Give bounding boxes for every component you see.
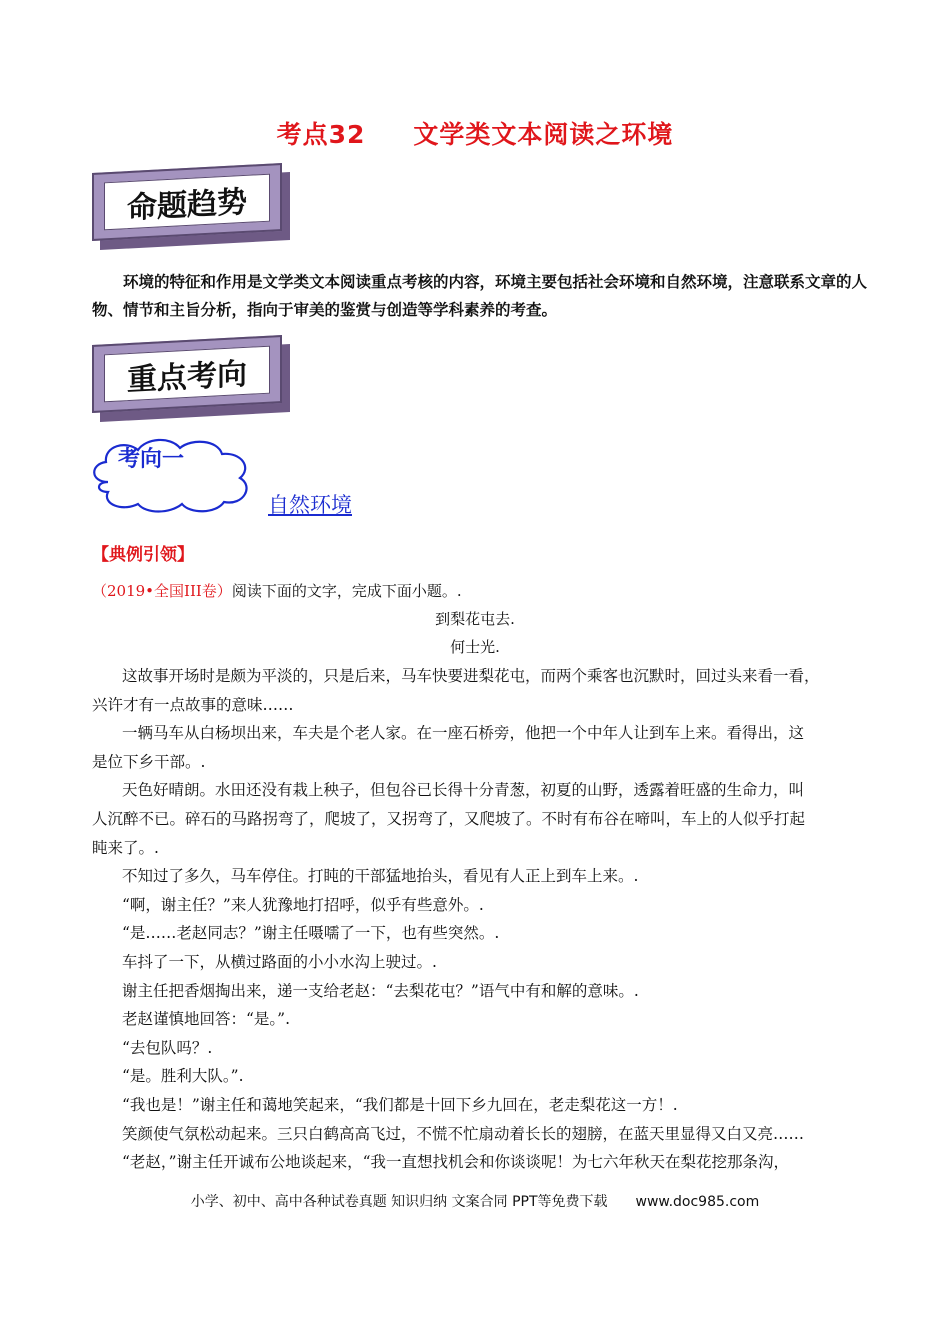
cloud-label: 考向一 <box>118 447 185 472</box>
story-line: 这故事开场时是颇为平淡的，只是后来，马车快要进梨花屯，而两个乘客也沉默时，回过头来看一看， <box>122 667 820 685</box>
story-line: “啊，谢主任？”来人犹豫地打招呼，似乎有些意外。. <box>122 895 484 914</box>
story-line: 笑颜使气氛松动起来。三只白鹤高高飞过，不慌不忙扇动着长长的翅膀，在蓝天里显得又白又亮…… <box>122 1124 805 1143</box>
banner-focus <box>92 340 292 418</box>
story-line: 人沉醉不已。碎石的马路拐弯了，爬坡了，又拐弯了，又爬坡了。不时有布谷在啼叫，车上的人似乎打起 <box>92 809 806 828</box>
section-subtitle-link[interactable]: 自然环境 <box>268 493 352 517</box>
story-line: 不知过了多久，马车停住。打盹的干部猛地抬头，看见有人正上到车上来。. <box>122 867 639 886</box>
story-line: 天色好晴朗。水田还没有栽上秧子，但包谷已长得十分青葱，初夏的山野，透露着旺盛的生命力，叫 <box>122 781 805 800</box>
story-line: “我也是！”谢主任和蔼地笑起来，“我们都是十回下乡九回在，老走梨花这一方！. <box>122 1095 678 1114</box>
source-line <box>92 580 462 601</box>
story-line: 谢主任把香烟掏出来，递一支给老赵：“去梨花屯？”语气中有和解的意味。. <box>122 981 639 1000</box>
banner-trend-label: 命题趋势 <box>127 184 247 227</box>
story-line: 老赵谨慎地回答：“是。”. <box>122 1010 291 1029</box>
title-text: 文学类文本阅读之环境 <box>413 120 674 149</box>
story-line: “是。胜利大队。”. <box>122 1067 244 1086</box>
story-line: “去包队吗？. <box>122 1038 213 1057</box>
footer-text: 小学、初中、高中各种试卷真题 知识归纳 文案合同 PPT等免费下载 www.doc985.com <box>190 1194 760 1210</box>
example-heading: 【典例引领】 <box>92 545 194 565</box>
story-line: 一辆马车从白杨坝出来，车夫是个老人家。在一座石桥旁，他把一个中年人让到车上来。看得出，这 <box>122 724 805 743</box>
source-instruction: 阅读下面的文字，完成下面小题。. <box>231 582 462 600</box>
story-title: 到梨花屯去. <box>435 610 515 628</box>
intro-paragraph: 环境的特征和作用是文学类文本阅读重点考核的内容，环境主要包括社会环境和自然环境，注意联系文章的人物、情节和主旨分析，指向于审美的鉴赏与创造等学科素养的考查。 <box>92 273 868 319</box>
story-line: 是位下乡干部。. <box>92 752 206 771</box>
story-line: “是……老赵同志？”谢主任嗫嚅了一下，也有些突然。. <box>122 924 500 943</box>
story-line: 兴许才有一点故事的意味…… <box>92 695 294 714</box>
story-line: 盹来了。. <box>92 838 159 857</box>
banner-trend <box>92 168 292 246</box>
story-line: “老赵，”谢主任开诚布公地谈起来，“我一直想找机会和你谈谈呢！为七六年秋天在梨花挖那条沟， <box>122 1153 790 1172</box>
source-tag: （2019•全国III卷） <box>92 582 232 600</box>
cloud-badge <box>86 436 256 514</box>
title-number: 考点32 <box>276 120 366 149</box>
story-author: 何士光. <box>450 638 500 656</box>
story-body <box>92 662 872 1177</box>
page-title <box>0 115 950 151</box>
story-line: 车抖了一下，从横过路面的小小水沟上驶过。. <box>122 952 437 971</box>
banner-focus-label: 重点考向 <box>127 356 247 399</box>
